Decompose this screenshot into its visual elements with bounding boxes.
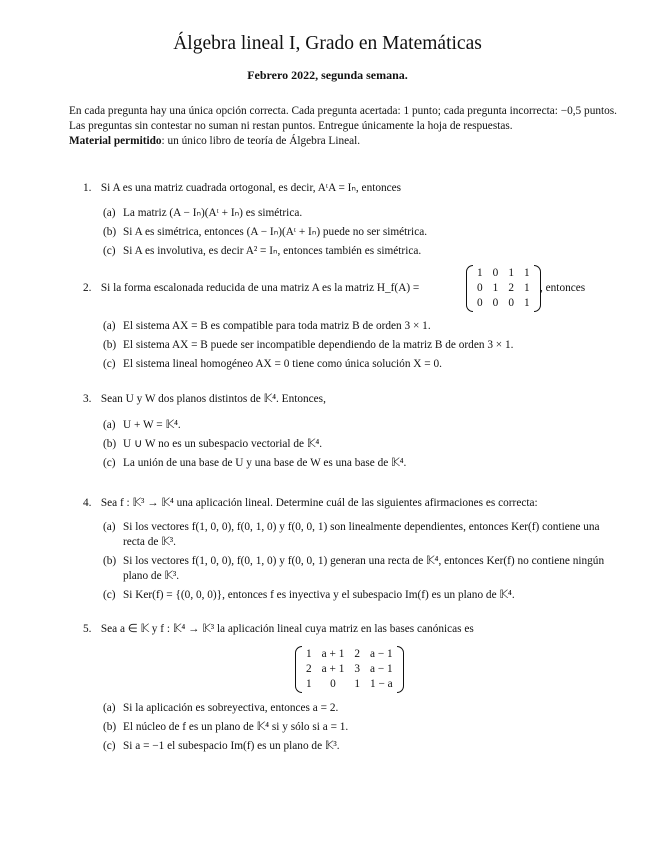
- matrix-row: [301, 662, 398, 677]
- matrix-cell: 1: [523, 267, 530, 279]
- option-a: [103, 701, 618, 716]
- option-c: [103, 456, 618, 471]
- matrix-cell: 1: [306, 648, 312, 660]
- option-text: La matriz (A − Iₙ)(Aᵗ + Iₙ) es simétrica.: [123, 207, 303, 219]
- question-5-stem: [83, 622, 618, 637]
- option-label: (a): [103, 320, 116, 332]
- matrix-cell: 0: [477, 282, 483, 294]
- option-label: (a): [103, 521, 116, 533]
- matrix-cell: a + 1: [321, 663, 345, 675]
- option-text: La unión de una base de U y una base de W es una base de 𝕂⁴.: [123, 457, 407, 469]
- option-b: [103, 225, 618, 240]
- matrix-right-bracket: [397, 646, 404, 693]
- matrix-cell: 1: [523, 282, 530, 294]
- matrix-left-bracket: [295, 646, 302, 693]
- question-text: Si la forma escalonada reducida de una matriz A es la matriz H_f(A) =: [100, 282, 420, 294]
- option-b: [103, 437, 618, 452]
- option-a: [103, 418, 618, 433]
- instructions-text: En cada pregunta hay una única opción correcta. Cada pregunta acertada: 1 punto; cada pregunta incorrecta: −0,5 puntos. Las preguntas sin contestar no suman ni restan puntos. Entregue únicamente la hoja de respuestas.: [69, 105, 617, 132]
- option-c: [103, 588, 618, 603]
- matrix-cell: 0: [492, 297, 499, 309]
- option-label: (b): [103, 555, 117, 567]
- question-text: Sea a ∈ 𝕂 y f : 𝕂⁴ → 𝕂³ la aplicación lineal cuya matriz en las bases canónicas es: [100, 623, 474, 635]
- matrix-cell: 1: [492, 282, 499, 294]
- option-label: (a): [103, 419, 116, 431]
- question-text: Si A es una matriz cuadrada ortogonal, es decir, AᵗA = Iₙ, entonces: [100, 182, 402, 194]
- reduced-echelon-matrix: [466, 265, 541, 312]
- question-4-options: [103, 520, 618, 607]
- matrix-cell: 1: [477, 267, 483, 279]
- option-text: Si los vectores f(1, 0, 0), f(0, 1, 0) y f(0, 0, 1) son linealmente dependientes, entonces Ker(f) contiene una recta de 𝕂³.: [123, 521, 600, 548]
- option-c: [103, 357, 618, 372]
- question-1-options: [103, 206, 618, 263]
- option-text: Si los vectores f(1, 0, 0), f(0, 1, 0) y f(0, 0, 1) generan una recta de 𝕂⁴, entonces Ker(f) no contiene ningún plano de 𝕂³.: [123, 555, 605, 582]
- question-3-stem: [83, 392, 618, 407]
- option-text: U + W = 𝕂⁴.: [123, 419, 181, 431]
- matrix-cell: 0: [477, 297, 483, 309]
- matrix-table: [472, 266, 535, 311]
- matrix-row: [472, 281, 535, 296]
- question-number: 1.: [83, 182, 92, 194]
- matrix-cell: 1: [523, 297, 530, 309]
- matrix-cell: 2: [306, 663, 312, 675]
- matrix-row: [301, 677, 398, 692]
- matrix-left-bracket: [466, 265, 473, 312]
- option-label: (c): [103, 358, 116, 370]
- matrix-row: [301, 647, 398, 662]
- question-text: Sean U y W dos planos distintos de 𝕂⁴. Entonces,: [100, 393, 326, 405]
- matrix-cell: 2: [354, 648, 360, 660]
- matrix-cell: a − 1: [370, 663, 393, 675]
- option-text: Si la aplicación es sobreyectiva, entonces a = 2.: [123, 702, 339, 714]
- option-text: El sistema lineal homogéneo AX = 0 tiene como única solución X = 0.: [123, 358, 442, 370]
- option-a: [103, 319, 618, 334]
- option-text: Si a = −1 el subespacio Im(f) es un plano de 𝕂³.: [123, 740, 340, 752]
- option-a: [103, 520, 618, 550]
- option-text: El núcleo de f es un plano de 𝕂⁴ si y sólo si a = 1.: [123, 721, 349, 733]
- option-text: El sistema AX = B es compatible para toda matriz B de orden 3 × 1.: [123, 320, 431, 332]
- option-label: (b): [103, 339, 117, 351]
- option-text: El sistema AX = B puede ser incompatible dependiendo de la matriz B de orden 3 × 1.: [123, 339, 514, 351]
- question-number: 3.: [83, 393, 92, 405]
- matrix-cell: 1: [508, 267, 514, 279]
- linear-map-matrix: [295, 646, 404, 693]
- question-2-options: [103, 319, 618, 376]
- matrix-cell: 2: [508, 282, 514, 294]
- option-text: U ∪ W no es un subespacio vectorial de 𝕂⁴.: [123, 438, 323, 450]
- matrix-table: [301, 647, 398, 692]
- matrix-cell: 1: [354, 678, 360, 690]
- matrix-cell: a + 1: [321, 648, 345, 660]
- page-subtitle: Febrero 2022, segunda semana.: [247, 68, 408, 82]
- option-label: (b): [103, 226, 117, 238]
- option-b: [103, 554, 618, 584]
- option-a: [103, 206, 618, 221]
- option-c: [103, 244, 618, 259]
- page-title: Álgebra lineal I, Grado en Matemáticas: [173, 33, 482, 54]
- option-b: [103, 338, 618, 353]
- option-text: Si Ker(f) = {(0, 0, 0)}, entonces f es inyectiva y el subespacio Im(f) es un plano de 𝕂⁴.: [123, 589, 515, 601]
- question-2-stem-tail: , entonces: [540, 282, 586, 294]
- option-label: (a): [103, 702, 116, 714]
- material-label: Material permitido: [69, 135, 162, 147]
- question-3-options: [103, 418, 618, 475]
- option-label: (c): [103, 589, 116, 601]
- matrix-cell: 1: [306, 678, 312, 690]
- option-text: Si A es involutiva, es decir A² = Iₙ, entonces también es simétrica.: [123, 245, 422, 257]
- matrix-cell: 3: [354, 663, 360, 675]
- option-label: (b): [103, 721, 117, 733]
- matrix-cell: 0: [330, 678, 336, 690]
- option-b: [103, 720, 618, 735]
- matrix-cell: 0: [492, 267, 499, 279]
- question-number: 5.: [83, 623, 92, 635]
- option-label: (b): [103, 438, 117, 450]
- option-text: Si A es simétrica, entonces (A − Iₙ)(Aᵗ + Iₙ) puede no ser simétrica.: [123, 226, 428, 238]
- instructions: [69, 104, 617, 149]
- option-label: (c): [103, 740, 116, 752]
- question-5-options: [103, 701, 618, 758]
- option-label: (c): [103, 457, 116, 469]
- matrix-cell: 0: [508, 297, 514, 309]
- matrix-cell: a − 1: [370, 648, 393, 660]
- option-label: (a): [103, 207, 116, 219]
- question-text: Sea f : 𝕂³ → 𝕂⁴ una aplicación lineal. Determine cuál de las siguientes afirmaciones es correcta:: [100, 497, 538, 509]
- material-text: : un único libro de teoría de Álgebra Lineal.: [161, 135, 361, 147]
- question-4-stem: [83, 496, 618, 511]
- question-1-stem: [83, 181, 618, 196]
- option-c: [103, 739, 618, 754]
- matrix-cell: 1 − a: [370, 678, 393, 690]
- question-number: 4.: [83, 497, 92, 509]
- matrix-row: [472, 296, 535, 311]
- question-number: 2.: [83, 282, 92, 294]
- option-label: (c): [103, 245, 116, 257]
- material-line: [69, 134, 617, 149]
- matrix-row: [472, 266, 535, 281]
